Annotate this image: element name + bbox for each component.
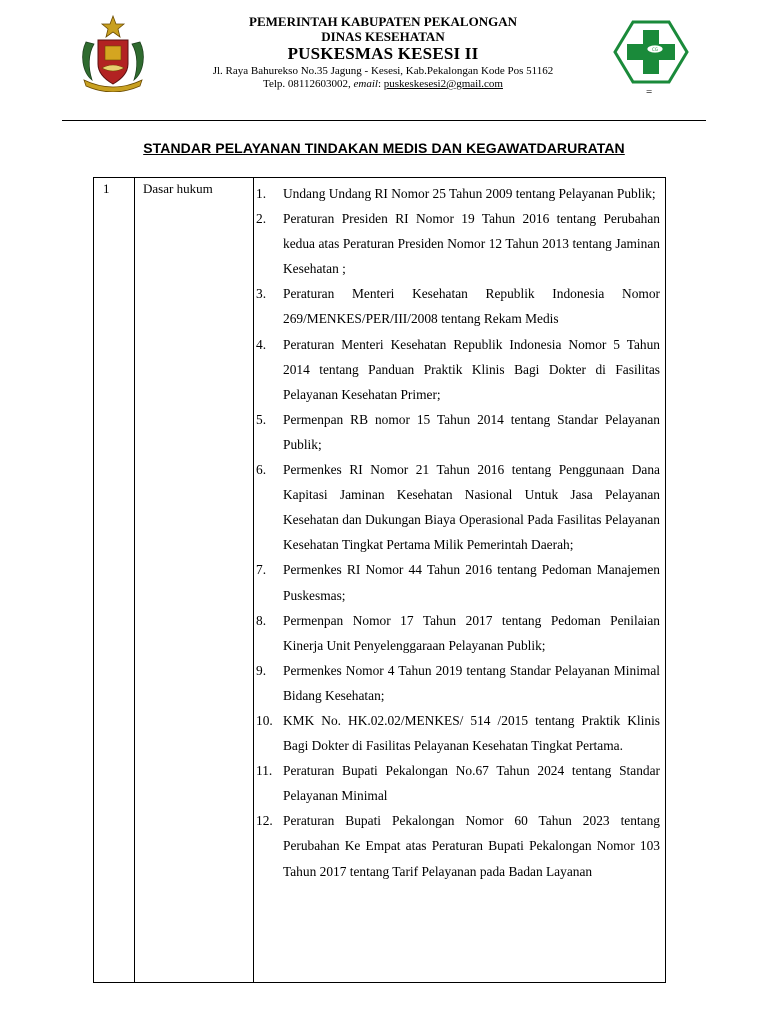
phone: Telp. 08112603002, (263, 78, 351, 90)
list-item-number: 12. (256, 813, 273, 829)
list-item (256, 181, 660, 206)
list-item (256, 608, 660, 658)
list-item-text: Permenkes RI Nomor 44 Tahun 2016 tentang Pedoman Manajemen Puskesmas; (283, 562, 660, 603)
list-item (256, 281, 660, 331)
list-item (256, 557, 660, 607)
list-item-number: 6. (256, 462, 267, 478)
svg-text:CG: CG (652, 47, 658, 52)
list-item-text: Peraturan Menteri Kesehatan Republik Indonesia Nomor 5 Tahun 2014 tentang Panduan Praktik Klinis Bagi Dokter di Fasilitas Pelayanan Kesehatan Primer; (283, 336, 660, 402)
list-item-text: Peraturan Menteri Kesehatan Republik Indonesia Nomor 269/MENKES/PER/III/2008 tentang Rekam Medis (283, 286, 660, 327)
list-item (256, 708, 660, 758)
list-item-number: 10. (256, 712, 273, 728)
list-item-text: Permenpan RB nomor 15 Tahun 2014 tentang Standar Pelayanan Publik; (283, 411, 660, 452)
row-number: 1 (103, 181, 110, 196)
letterhead (183, 15, 583, 92)
list-item (256, 758, 660, 808)
email-link[interactable]: puskeskesesi2@gmail.com (383, 78, 503, 90)
kabupaten-emblem-icon (78, 14, 148, 92)
list-item-text: Undang Undang RI Nomor 25 Tahun 2009 tentang Pelayanan Publik; (283, 186, 656, 201)
document-title: STANDAR PELAYANAN TINDAKAN MEDIS DAN KEGAWATDARURATAN (143, 140, 625, 156)
marker-glyph: = (646, 86, 653, 98)
list-item-text: KMK No. HK.02.02/MENKES/ 514 /2015 tentang Praktik Klinis Bagi Dokter di Fasilitas Pelayanan Kesehatan Tingkat Pertama. (283, 712, 660, 754)
list-item-number: 11. (256, 763, 273, 779)
list-item (256, 808, 660, 883)
list-item-number: 5. (256, 411, 267, 427)
list-item (256, 457, 660, 557)
list-item-number: 1. (256, 186, 267, 201)
address: Jl. Raya Bahurekso No.35 Jagung - Kesesi, Kab.Pekalongan Kode Pos 51162 (212, 65, 554, 77)
contact-line: Telp. 08112603002, email: puskeskesesi2@gmail.com (263, 78, 503, 90)
list-item (256, 407, 660, 457)
list-item-text: Permenpan Nomor 17 Tahun 2017 tentang Pedoman Penilaian Kinerja Unit Penyelenggaraan Pelayanan Publik; (283, 612, 660, 653)
list-item (256, 658, 660, 708)
list-item-text: Peraturan Bupati Pekalongan No.67 Tahun 2024 tentang Standar Pelayanan Minimal (283, 763, 660, 804)
list-item-number: 3. (256, 286, 267, 302)
list-item (256, 206, 660, 281)
list-item-text: Peraturan Bupati Pekalongan Nomor 60 Tahun 2023 tentang Perubahan Ke Empat atas Peraturan Bupati Pekalongan Nomor 103 Tahun 2017 tentang Tarif Pelayanan pada Badan Layanan (283, 813, 660, 879)
list-item-number: 7. (256, 562, 267, 578)
legal-basis-list (256, 181, 660, 884)
dept-name: DINAS KESEHATAN (321, 29, 445, 44)
list-item-number: 8. (256, 612, 267, 628)
email-label: email (353, 78, 378, 90)
column-divider (253, 178, 254, 982)
list-item-number: 4. (256, 336, 267, 352)
column-divider (134, 178, 135, 982)
puskesmas-logo-icon (613, 20, 689, 84)
list-item (256, 332, 660, 407)
list-item-number: 9. (256, 662, 267, 678)
list-item-text: Peraturan Presiden RI Nomor 19 Tahun 2016 tentang Perubahan kedua atas Peraturan Presiden Nomor 12 Tahun 2013 tentang Jaminan Kesehatan ; (283, 211, 660, 277)
header-rule (62, 120, 706, 121)
row-label: Dasar hukum (143, 181, 213, 196)
list-item-text: Permenkes Nomor 4 Tahun 2019 tentang Standar Pelayanan Minimal Bidang Kesehatan; (283, 662, 660, 703)
gov-name: PEMERINTAH KABUPATEN PEKALONGAN (249, 14, 517, 29)
standard-table (93, 177, 666, 983)
list-item-text: Permenkes RI Nomor 21 Tahun 2016 tentang Penggunaan Dana Kapitasi Jaminan Kesehatan Nasional Untuk Jasa Pelayanan Kesehatan dan Dukungan Biaya Operasional Pada Fasilitas Pelayanan Kesehatan Tingkat Pertama Milik Pemerintah Daerah; (283, 462, 660, 553)
list-item-number: 2. (256, 211, 267, 227)
institution-name: PUSKESMAS KESESI II (287, 44, 479, 63)
